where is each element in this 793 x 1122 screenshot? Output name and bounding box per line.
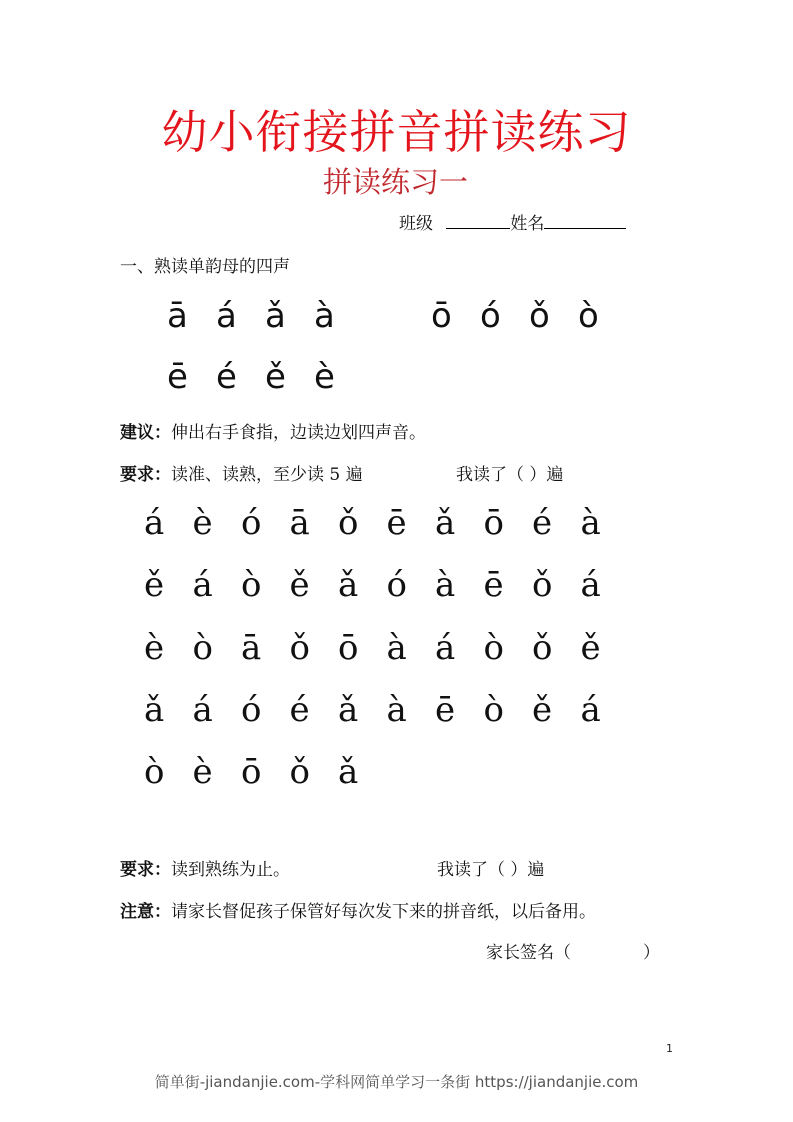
tone-a4: à (314, 296, 335, 336)
drill-cell: ǎ (338, 752, 359, 792)
drill-cell: ǒ (532, 565, 553, 605)
drill-row-4 (144, 690, 629, 730)
drill-row-2 (144, 565, 629, 605)
requirement-label: 要求： (120, 860, 171, 880)
drill-cell: ǎ (435, 503, 456, 543)
tone-a3: ǎ (265, 296, 286, 336)
drill-cell: á (144, 503, 165, 543)
tones-e-row (167, 357, 363, 397)
drill-cell: á (435, 628, 456, 668)
read-count-1: 我读了（ ）遍 (456, 465, 564, 485)
signature-close: ） (643, 943, 660, 963)
drill-row-5 (144, 752, 387, 792)
requirement-line-2 (120, 855, 290, 880)
drill-cell: ě (144, 565, 165, 605)
drill-cell: è (144, 628, 165, 668)
drill-cell: á (580, 690, 601, 730)
tone-o4: ò (578, 296, 599, 336)
drill-cell: à (386, 628, 407, 668)
drill-cell: ō (338, 628, 359, 668)
tone-e2: é (216, 357, 237, 397)
tone-o1: ō (431, 296, 452, 336)
drill-cell: é (532, 503, 553, 543)
section-heading: 一、熟读单韵母的四声 (120, 257, 290, 277)
requirement-text: 读到熟练为止。 (171, 860, 290, 880)
tone-e1: ē (167, 357, 188, 397)
drill-cell: ē (435, 690, 456, 730)
suggestion-label: 建议： (120, 423, 171, 443)
drill-cell: é (289, 690, 310, 730)
footer-watermark: 简单街-jiandanjie.com-学科网简单学习一条街 https://jiandanjie.com (154, 1073, 639, 1091)
drill-cell: ē (483, 565, 504, 605)
tone-o3: ǒ (529, 296, 550, 336)
notice-line (120, 897, 596, 922)
drill-cell: á (192, 565, 213, 605)
suggestion-line (120, 418, 426, 443)
drill-cell: ě (580, 628, 601, 668)
drill-cell: ǎ (144, 690, 165, 730)
suggestion-text: 伸出右手食指，边读边划四声音。 (171, 423, 426, 443)
drill-cell: ò (241, 565, 262, 605)
tones-a-row (167, 296, 363, 336)
drill-cell: ǎ (338, 690, 359, 730)
drill-cell: ǎ (338, 565, 359, 605)
signature-label: 家长签名（ (486, 943, 571, 963)
tone-a1: ā (167, 296, 188, 336)
tone-e3: ě (265, 357, 286, 397)
drill-cell: à (435, 565, 456, 605)
drill-cell: ě (289, 565, 310, 605)
drill-cell: ǒ (289, 628, 310, 668)
drill-cell: ò (483, 690, 504, 730)
drill-cell: ā (289, 503, 310, 543)
drill-cell: ó (241, 690, 262, 730)
drill-cell: ò (192, 628, 213, 668)
drill-cell: ě (532, 690, 553, 730)
drill-row-3 (144, 628, 629, 668)
drill-row-1 (144, 503, 629, 543)
page-number: 1 (666, 1042, 673, 1055)
drill-cell: ǒ (289, 752, 310, 792)
class-name-line (399, 209, 626, 234)
page-title: 幼小衔接拼音拼读练习 (161, 105, 632, 159)
drill-cell: ē (386, 503, 407, 543)
parent-signature (486, 938, 660, 963)
name-field[interactable] (544, 212, 626, 229)
class-label: 班级 (399, 214, 433, 234)
drill-cell: ǒ (532, 628, 553, 668)
drill-cell: ò (483, 628, 504, 668)
drill-cell: ō (241, 752, 262, 792)
drill-cell: ó (386, 565, 407, 605)
drill-cell: ǒ (338, 503, 359, 543)
drill-cell: á (580, 565, 601, 605)
read-count-2: 我读了（ ）遍 (437, 860, 545, 880)
notice-label: 注意： (120, 902, 171, 922)
class-field[interactable] (446, 212, 510, 229)
requirement-line-1 (120, 460, 363, 485)
tones-o-row (431, 296, 627, 336)
drill-cell: à (580, 503, 601, 543)
drill-cell: ā (241, 628, 262, 668)
drill-cell: ō (483, 503, 504, 543)
drill-cell: è (192, 752, 213, 792)
drill-cell: è (192, 503, 213, 543)
requirement-text: 读准、读熟，至少读 5 遍 (171, 465, 363, 485)
name-label: 姓名 (510, 214, 545, 234)
tone-a2: á (216, 296, 237, 336)
requirement-label: 要求： (120, 465, 171, 485)
drill-cell: á (192, 690, 213, 730)
drill-cell: ò (144, 752, 165, 792)
page-subtitle: 拼读练习一 (323, 165, 469, 199)
notice-text: 请家长督促孩子保管好每次发下来的拼音纸，以后备用。 (171, 902, 596, 922)
tone-e4: è (314, 357, 335, 397)
tone-o2: ó (480, 296, 501, 336)
drill-cell: ó (241, 503, 262, 543)
drill-cell: à (386, 690, 407, 730)
